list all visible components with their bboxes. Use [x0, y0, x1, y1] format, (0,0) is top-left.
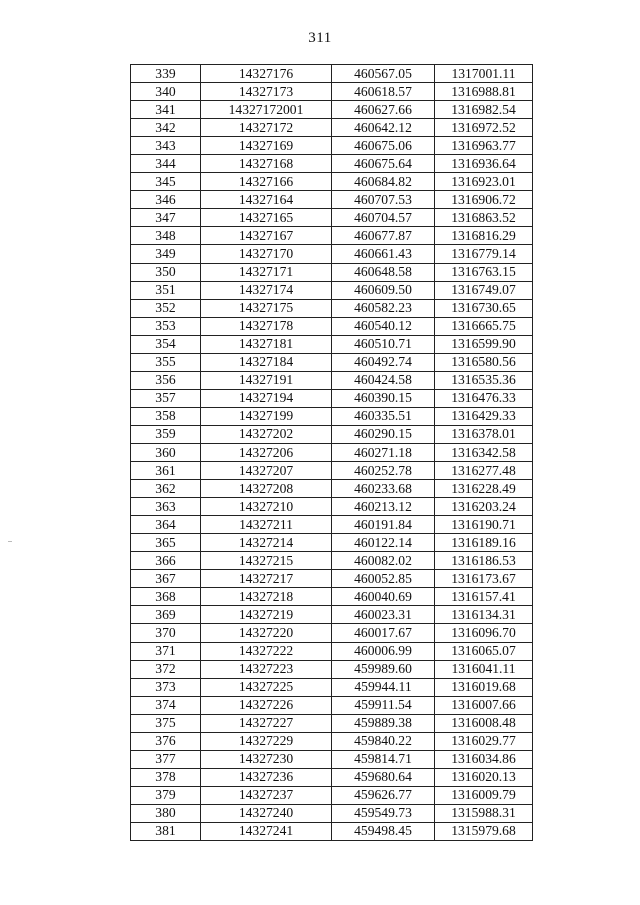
point-code-cell: 14327171: [201, 263, 332, 281]
x-coordinate-cell: 460023.31: [332, 606, 435, 624]
point-code-cell: 14327184: [201, 353, 332, 371]
coordinates-table-body: [131, 65, 533, 841]
table-row: [131, 732, 533, 750]
y-coordinate-cell: 1316096.70: [435, 624, 533, 642]
point-number-cell: 351: [131, 281, 201, 299]
point-number-cell: 379: [131, 786, 201, 804]
point-code-cell: 14327226: [201, 696, 332, 714]
x-coordinate-cell: 460707.53: [332, 191, 435, 209]
x-coordinate-cell: 460675.64: [332, 155, 435, 173]
x-coordinate-cell: 459814.71: [332, 750, 435, 768]
y-coordinate-cell: 1316134.31: [435, 606, 533, 624]
table-row: [131, 768, 533, 786]
point-code-cell: 14327202: [201, 425, 332, 443]
point-code-cell: 14327194: [201, 389, 332, 407]
point-code-cell: 14327240: [201, 804, 332, 822]
point-code-cell: 14327191: [201, 371, 332, 389]
table-row: [131, 155, 533, 173]
point-code-cell: 14327165: [201, 209, 332, 227]
y-coordinate-cell: 1316779.14: [435, 245, 533, 263]
table-row: [131, 570, 533, 588]
table-row: [131, 263, 533, 281]
point-number-cell: 369: [131, 606, 201, 624]
x-coordinate-cell: 459626.77: [332, 786, 435, 804]
table-row: [131, 642, 533, 660]
x-coordinate-cell: 460213.12: [332, 498, 435, 516]
point-number-cell: 342: [131, 119, 201, 137]
point-code-cell: 14327169: [201, 137, 332, 155]
y-coordinate-cell: 1316749.07: [435, 281, 533, 299]
point-number-cell: 349: [131, 245, 201, 263]
point-code-cell: 14327220: [201, 624, 332, 642]
table-row: [131, 480, 533, 498]
table-row: [131, 101, 533, 119]
point-number-cell: 346: [131, 191, 201, 209]
table-row: [131, 137, 533, 155]
point-number-cell: 373: [131, 678, 201, 696]
point-number-cell: 339: [131, 65, 201, 83]
point-code-cell: 14327223: [201, 660, 332, 678]
point-code-cell: 14327214: [201, 534, 332, 552]
x-coordinate-cell: 460492.74: [332, 353, 435, 371]
x-coordinate-cell: 460290.15: [332, 425, 435, 443]
table-row: [131, 191, 533, 209]
point-code-cell: 14327230: [201, 750, 332, 768]
y-coordinate-cell: 1316988.81: [435, 83, 533, 101]
table-row: [131, 317, 533, 335]
x-coordinate-cell: 460675.06: [332, 137, 435, 155]
table-row: [131, 245, 533, 263]
x-coordinate-cell: 459498.45: [332, 822, 435, 840]
point-code-cell: 14327166: [201, 173, 332, 191]
table-row: [131, 371, 533, 389]
point-number-cell: 360: [131, 443, 201, 461]
table-row: [131, 696, 533, 714]
point-number-cell: 340: [131, 83, 201, 101]
x-coordinate-cell: 460052.85: [332, 570, 435, 588]
x-coordinate-cell: 460609.50: [332, 281, 435, 299]
y-coordinate-cell: 1316982.54: [435, 101, 533, 119]
x-coordinate-cell: 460661.43: [332, 245, 435, 263]
x-coordinate-cell: 460271.18: [332, 443, 435, 461]
point-code-cell: 14327208: [201, 480, 332, 498]
point-code-cell: 14327241: [201, 822, 332, 840]
point-code-cell: 14327236: [201, 768, 332, 786]
x-coordinate-cell: 460510.71: [332, 335, 435, 353]
y-coordinate-cell: 1317001.11: [435, 65, 533, 83]
y-coordinate-cell: 1316863.52: [435, 209, 533, 227]
table-row: [131, 516, 533, 534]
point-code-cell: 14327167: [201, 227, 332, 245]
y-coordinate-cell: 1315979.68: [435, 822, 533, 840]
point-code-cell: 14327178: [201, 317, 332, 335]
x-coordinate-cell: 459989.60: [332, 660, 435, 678]
point-number-cell: 355: [131, 353, 201, 371]
point-number-cell: 377: [131, 750, 201, 768]
y-coordinate-cell: 1316186.53: [435, 552, 533, 570]
x-coordinate-cell: 460704.57: [332, 209, 435, 227]
point-code-cell: 14327174: [201, 281, 332, 299]
table-row: [131, 498, 533, 516]
point-number-cell: 345: [131, 173, 201, 191]
point-number-cell: 367: [131, 570, 201, 588]
y-coordinate-cell: 1316228.49: [435, 480, 533, 498]
table-row: [131, 65, 533, 83]
point-code-cell: 14327206: [201, 443, 332, 461]
point-code-cell: 14327172001: [201, 101, 332, 119]
page-number: 311: [308, 30, 332, 46]
margin-mark: [8, 541, 12, 542]
point-number-cell: 375: [131, 714, 201, 732]
y-coordinate-cell: 1316008.48: [435, 714, 533, 732]
point-code-cell: 14327217: [201, 570, 332, 588]
y-coordinate-cell: 1316009.79: [435, 786, 533, 804]
point-number-cell: 341: [131, 101, 201, 119]
point-number-cell: 381: [131, 822, 201, 840]
x-coordinate-cell: 459889.38: [332, 714, 435, 732]
point-code-cell: 14327219: [201, 606, 332, 624]
y-coordinate-cell: 1316203.24: [435, 498, 533, 516]
table-row: [131, 335, 533, 353]
x-coordinate-cell: 459680.64: [332, 768, 435, 786]
y-coordinate-cell: 1316277.48: [435, 462, 533, 480]
table-row: [131, 389, 533, 407]
x-coordinate-cell: 460642.12: [332, 119, 435, 137]
y-coordinate-cell: 1316580.56: [435, 353, 533, 371]
y-coordinate-cell: 1316535.36: [435, 371, 533, 389]
point-code-cell: 14327207: [201, 462, 332, 480]
point-number-cell: 359: [131, 425, 201, 443]
table-row: [131, 462, 533, 480]
point-code-cell: 14327229: [201, 732, 332, 750]
y-coordinate-cell: 1316157.41: [435, 588, 533, 606]
point-code-cell: 14327199: [201, 407, 332, 425]
y-coordinate-cell: 1316029.77: [435, 732, 533, 750]
y-coordinate-cell: 1316342.58: [435, 443, 533, 461]
y-coordinate-cell: 1316019.68: [435, 678, 533, 696]
x-coordinate-cell: 460424.58: [332, 371, 435, 389]
x-coordinate-cell: 459944.11: [332, 678, 435, 696]
table-row: [131, 714, 533, 732]
table-row: [131, 606, 533, 624]
point-number-cell: 358: [131, 407, 201, 425]
x-coordinate-cell: 460627.66: [332, 101, 435, 119]
table-row: [131, 425, 533, 443]
point-code-cell: 14327211: [201, 516, 332, 534]
point-code-cell: 14327210: [201, 498, 332, 516]
y-coordinate-cell: 1316189.16: [435, 534, 533, 552]
x-coordinate-cell: 460390.15: [332, 389, 435, 407]
point-number-cell: 366: [131, 552, 201, 570]
x-coordinate-cell: 460082.02: [332, 552, 435, 570]
table-row: [131, 660, 533, 678]
point-number-cell: 347: [131, 209, 201, 227]
x-coordinate-cell: 460582.23: [332, 299, 435, 317]
point-number-cell: 357: [131, 389, 201, 407]
x-coordinate-cell: 460684.82: [332, 173, 435, 191]
point-number-cell: 371: [131, 642, 201, 660]
table-row: [131, 822, 533, 840]
y-coordinate-cell: 1316972.52: [435, 119, 533, 137]
y-coordinate-cell: 1316816.29: [435, 227, 533, 245]
point-number-cell: 356: [131, 371, 201, 389]
x-coordinate-cell: 459840.22: [332, 732, 435, 750]
point-code-cell: 14327175: [201, 299, 332, 317]
y-coordinate-cell: 1316963.77: [435, 137, 533, 155]
point-number-cell: 352: [131, 299, 201, 317]
x-coordinate-cell: 460252.78: [332, 462, 435, 480]
table-row: [131, 588, 533, 606]
point-number-cell: 362: [131, 480, 201, 498]
point-number-cell: 380: [131, 804, 201, 822]
x-coordinate-cell: 460677.87: [332, 227, 435, 245]
y-coordinate-cell: 1316065.07: [435, 642, 533, 660]
x-coordinate-cell: 460233.68: [332, 480, 435, 498]
point-number-cell: 350: [131, 263, 201, 281]
point-code-cell: 14327172: [201, 119, 332, 137]
y-coordinate-cell: 1316190.71: [435, 516, 533, 534]
table-row: [131, 281, 533, 299]
y-coordinate-cell: 1316599.90: [435, 335, 533, 353]
point-number-cell: 378: [131, 768, 201, 786]
point-number-cell: 363: [131, 498, 201, 516]
x-coordinate-cell: 460567.05: [332, 65, 435, 83]
x-coordinate-cell: 460191.84: [332, 516, 435, 534]
point-code-cell: 14327215: [201, 552, 332, 570]
y-coordinate-cell: 1315988.31: [435, 804, 533, 822]
y-coordinate-cell: 1316007.66: [435, 696, 533, 714]
point-number-cell: 361: [131, 462, 201, 480]
table-row: [131, 443, 533, 461]
point-number-cell: 365: [131, 534, 201, 552]
x-coordinate-cell: 459549.73: [332, 804, 435, 822]
point-code-cell: 14327164: [201, 191, 332, 209]
x-coordinate-cell: 460618.57: [332, 83, 435, 101]
point-code-cell: 14327225: [201, 678, 332, 696]
point-code-cell: 14327237: [201, 786, 332, 804]
x-coordinate-cell: 460122.14: [332, 534, 435, 552]
point-number-cell: 344: [131, 155, 201, 173]
x-coordinate-cell: 460335.51: [332, 407, 435, 425]
x-coordinate-cell: 460017.67: [332, 624, 435, 642]
x-coordinate-cell: 460540.12: [332, 317, 435, 335]
point-code-cell: 14327181: [201, 335, 332, 353]
y-coordinate-cell: 1316730.65: [435, 299, 533, 317]
table-row: [131, 173, 533, 191]
y-coordinate-cell: 1316041.11: [435, 660, 533, 678]
point-number-cell: 354: [131, 335, 201, 353]
point-code-cell: 14327218: [201, 588, 332, 606]
point-number-cell: 370: [131, 624, 201, 642]
table-row: [131, 534, 533, 552]
table-row: [131, 678, 533, 696]
y-coordinate-cell: 1316665.75: [435, 317, 533, 335]
y-coordinate-cell: 1316173.67: [435, 570, 533, 588]
table-row: [131, 786, 533, 804]
point-code-cell: 14327176: [201, 65, 332, 83]
y-coordinate-cell: 1316763.15: [435, 263, 533, 281]
table-row: [131, 353, 533, 371]
point-code-cell: 14327222: [201, 642, 332, 660]
table-row: [131, 209, 533, 227]
x-coordinate-cell: 460040.69: [332, 588, 435, 606]
point-code-cell: 14327170: [201, 245, 332, 263]
point-code-cell: 14327173: [201, 83, 332, 101]
point-number-cell: 374: [131, 696, 201, 714]
point-number-cell: 364: [131, 516, 201, 534]
coordinates-table: [130, 64, 533, 841]
point-number-cell: 343: [131, 137, 201, 155]
y-coordinate-cell: 1316476.33: [435, 389, 533, 407]
point-code-cell: 14327168: [201, 155, 332, 173]
y-coordinate-cell: 1316923.01: [435, 173, 533, 191]
point-number-cell: 368: [131, 588, 201, 606]
y-coordinate-cell: 1316034.86: [435, 750, 533, 768]
y-coordinate-cell: 1316020.13: [435, 768, 533, 786]
y-coordinate-cell: 1316378.01: [435, 425, 533, 443]
table-row: [131, 119, 533, 137]
table-row: [131, 804, 533, 822]
point-number-cell: 372: [131, 660, 201, 678]
x-coordinate-cell: 460006.99: [332, 642, 435, 660]
table-row: [131, 227, 533, 245]
table-row: [131, 750, 533, 768]
table-row: [131, 299, 533, 317]
point-number-cell: 353: [131, 317, 201, 335]
table-row: [131, 83, 533, 101]
table-row: [131, 552, 533, 570]
table-row: [131, 407, 533, 425]
x-coordinate-cell: 460648.58: [332, 263, 435, 281]
point-number-cell: 376: [131, 732, 201, 750]
point-number-cell: 348: [131, 227, 201, 245]
table-row: [131, 624, 533, 642]
x-coordinate-cell: 459911.54: [332, 696, 435, 714]
point-code-cell: 14327227: [201, 714, 332, 732]
y-coordinate-cell: 1316936.64: [435, 155, 533, 173]
y-coordinate-cell: 1316429.33: [435, 407, 533, 425]
y-coordinate-cell: 1316906.72: [435, 191, 533, 209]
